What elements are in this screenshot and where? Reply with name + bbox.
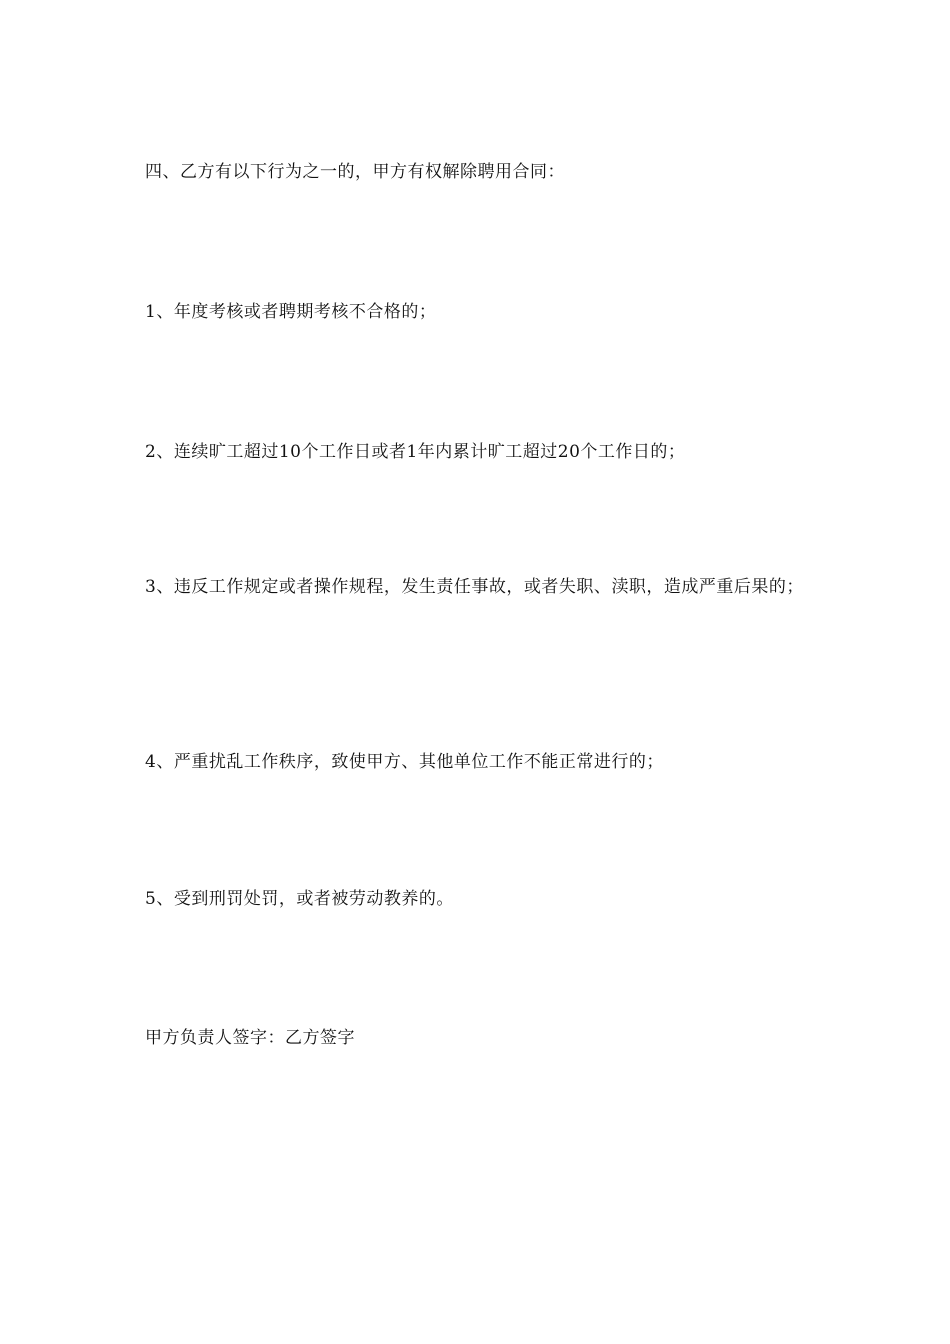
clause-item-1: 1、年度考核或者聘期考核不合格的； <box>145 302 437 322</box>
clause-item-2: 2、连续旷工超过10个工作日或者1年内累计旷工超过20个工作日的； <box>145 442 686 462</box>
clause-item-4: 4、严重扰乱工作秩序，致使甲方、其他单位工作不能正常进行的； <box>145 752 664 772</box>
section-heading: 四、乙方有以下行为之一的，甲方有权解除聘用合同： <box>145 162 565 182</box>
clause-item-5: 5、受到刑罚处罚，或者被劳动教养的。 <box>145 889 454 909</box>
signature-line: 甲方负责人签字：乙方签字 <box>145 1028 355 1048</box>
clause-item-3: 3、违反工作规定或者操作规程，发生责任事故，或者失职、渎职，造成严重后果的； <box>145 577 804 597</box>
